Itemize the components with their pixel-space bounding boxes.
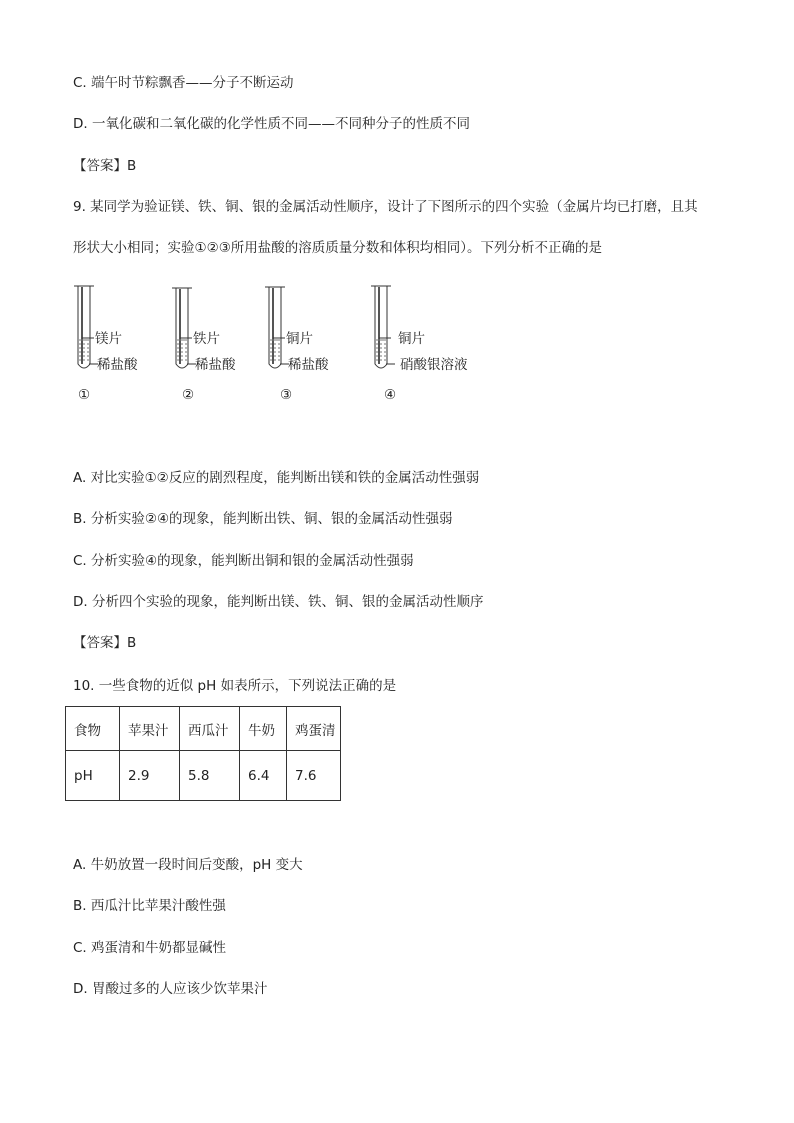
test-tube-1 [74,286,138,403]
tube-2-liquid-label: 稀盐酸 [195,357,236,373]
table-cell: 5.8 [180,751,240,801]
table-cell: 西瓜汁 [180,707,240,751]
q10-option-a: A. 牛奶放置一段时间后变酸，pH 变大 [73,857,303,873]
ph-table [65,706,341,801]
tube-4-number: ④ [383,387,397,403]
q9-option-a: A. 对比实验①②反应的剧烈程度，能判断出镁和铁的金属活动性强弱 [73,470,480,486]
q8-option-d: D. 一氧化碳和二氧化碳的化学性质不同——不同种分子的性质不同 [73,116,470,132]
q10-option-c: C. 鸡蛋清和牛奶都显碱性 [73,940,227,956]
answer-label: 【答案】 [73,635,127,651]
table-row [66,751,341,801]
q10-option-b: B. 西瓜汁比苹果汁酸性强 [73,898,226,914]
q9-option-b: B. 分析实验②④的现象，能判断出铁、铜、银的金属活动性强弱 [73,511,453,527]
table-cell: 2.9 [120,751,180,801]
q10-option-d: D. 胃酸过多的人应该少饮苹果汁 [73,981,268,997]
q9-answer [73,633,136,653]
tube-2-number: ② [181,387,195,403]
q9-option-d: D. 分析四个实验的现象，能判断出镁、铁、铜、银的金属活动性顺序 [73,594,484,610]
table-cell: pH [66,751,120,801]
q8-answer [73,156,136,176]
answer-value: B [127,635,137,651]
table-cell: 鸡蛋清 [287,707,341,751]
q9-stem-line2: 形状大小相同；实验①②③所用盐酸的溶质质量分数和体积均相同）。下列分析不正确的是 [73,240,603,256]
table-cell: 7.6 [287,751,341,801]
tube-4-liquid-label: 硝酸银溶液 [400,357,468,373]
tube-1-metal-label: 镁片 [95,331,122,347]
q8-option-c: C. 端午时节粽飘香——分子不断运动 [73,75,294,91]
test-tube-diagram [60,282,540,412]
tube-1-number: ① [77,387,91,403]
answer-value: B [127,158,137,174]
table-cell: 牛奶 [240,707,287,751]
test-tube-4 [371,286,468,403]
test-tube-3 [265,287,329,403]
test-tube-2 [172,288,236,403]
q10-stem: 10. 一些食物的近似 pH 如表所示，下列说法正确的是 [73,678,397,694]
tube-3-metal-label: 铜片 [286,331,313,347]
tube-4-metal-label: 铜片 [398,331,425,347]
table-cell: 食物 [66,707,120,751]
table-header-row [66,707,341,751]
test-tube-figure [60,282,540,412]
tube-3-liquid-label: 稀盐酸 [288,357,329,373]
tube-3-number: ③ [279,387,293,403]
tube-1-liquid-label: 稀盐酸 [97,357,138,373]
tube-2-metal-label: 铁片 [193,331,220,347]
answer-label: 【答案】 [73,158,127,174]
q9-option-c: C. 分析实验④的现象，能判断出铜和银的金属活动性强弱 [73,553,414,569]
table-cell: 苹果汁 [120,707,180,751]
table-cell: 6.4 [240,751,287,801]
q9-stem-line1: 9. 某同学为验证镁、铁、铜、银的金属活动性顺序，设计了下图所示的四个实验（金属片均已打磨，且其 [73,199,698,215]
